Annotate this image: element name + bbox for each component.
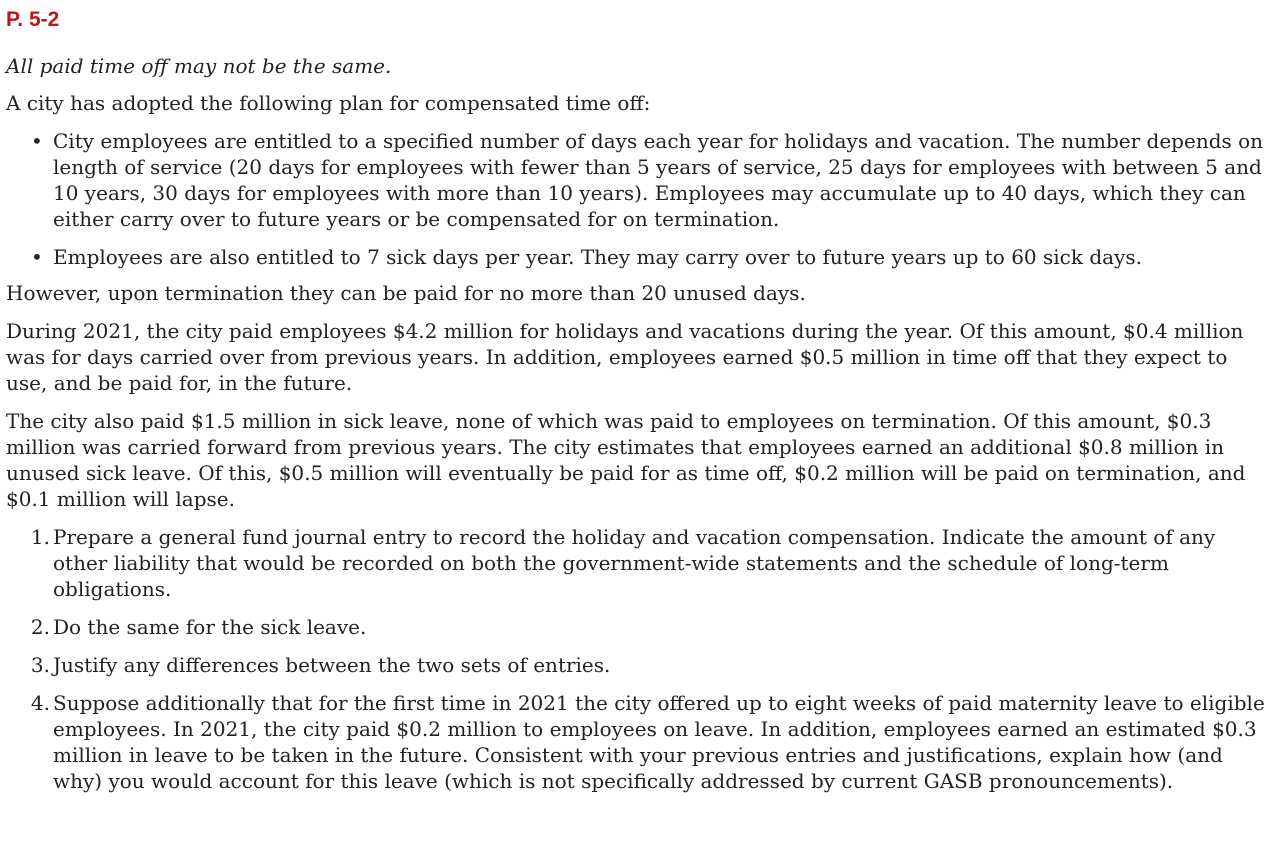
task-item xyxy=(30,690,1268,794)
holiday-vacation-paragraph: During 2021, the city paid employees $4.2 million for holidays and vacations during the year. Of this amount, $0.4 million was for days carried over from previous years. In addition, employees earned $0.5 million in time off that they expect to use, and be paid for, in the future. xyxy=(6,319,1244,395)
task-list xyxy=(6,524,1268,794)
task-text: Prepare a general fund journal entry to record the holiday and vacation compensation. Indicate the amount of any other liability that would be recorded on both the government-wide statements and the schedule of long-term obligations. xyxy=(53,525,1216,601)
task-text: Justify any differences between the two sets of entries. xyxy=(53,653,611,677)
task-number: 2. xyxy=(30,615,50,639)
bullet-icon: • xyxy=(31,245,43,269)
problem-document xyxy=(6,6,1268,794)
task-item xyxy=(30,614,1268,640)
bullet-text: Employees are also entitled to 7 sick days per year. They may carry over to future years up to 60 sick days. xyxy=(53,245,1142,269)
plan-bullet-list xyxy=(6,128,1268,270)
task-number: 3. xyxy=(30,653,50,677)
task-number: 4. xyxy=(30,691,50,715)
task-item xyxy=(30,652,1268,678)
task-text: Do the same for the sick leave. xyxy=(53,615,367,639)
sick-leave-paragraph: The city also paid $1.5 million in sick leave, none of which was paid to employees on termination. Of this amount, $0.3 million was carried forward from previous years. The city estimates that employees earned an additional $0.8 million in unused sick leave. Of this, $0.5 million will eventually be paid for as time off, $0.2 million will be paid on termination, and $0.1 million will lapse. xyxy=(6,409,1246,511)
problem-subtitle: All paid time off may not be the same. xyxy=(6,54,392,78)
intro-paragraph: A city has adopted the following plan for compensated time off: xyxy=(6,91,651,115)
bullet-item xyxy=(31,128,1268,232)
task-text: Suppose additionally that for the first time in 2021 the city offered up to eight weeks of paid maternity leave to eligible employees. In 2021, the city paid $0.2 million to employees on leave. In addition, employees earned an estimated $0.3 million in leave to be taken in the future. Consistent with your previous entries and justifications, explain how (and why) you would account for this leave (which is not specifically addressed by current GASB pronouncements). xyxy=(53,691,1265,793)
task-number: 1. xyxy=(30,525,50,549)
bullet-text: City employees are entitled to a specified number of days each year for holidays and vacation. The number depends on length of service (20 days for employees with fewer than 5 years of service, 25 days for employees with between 5 and 10 years, 30 days for employees with more than 10 years). Employees may accumulate up to 40 days, which they can either carry over to future years or be compensated for on termination. xyxy=(53,129,1264,231)
problem-title: P. 5-2 xyxy=(6,8,60,31)
task-item xyxy=(30,524,1268,602)
termination-paragraph: However, upon termination they can be paid for no more than 20 unused days. xyxy=(6,281,806,305)
bullet-icon: • xyxy=(31,129,43,153)
bullet-item xyxy=(31,244,1268,270)
